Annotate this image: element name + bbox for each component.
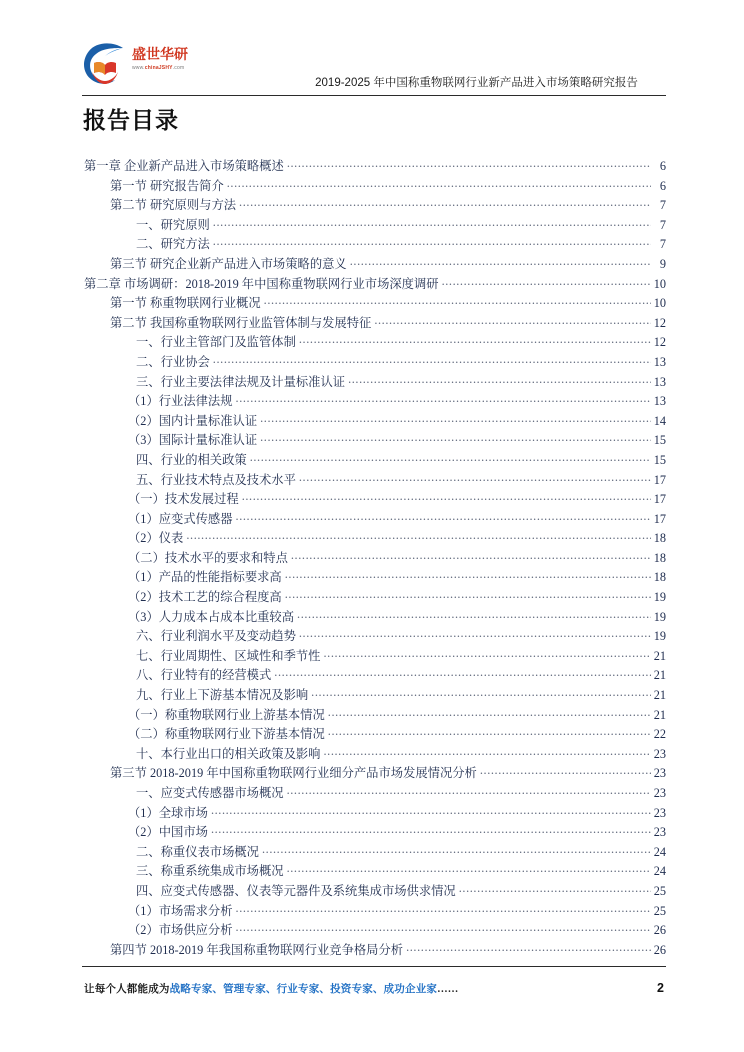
footer-slogan-prefix: 让每个人都能成为 [84, 983, 170, 995]
toc-entry-page-number: 19 [653, 609, 666, 624]
page-number: 2 [657, 981, 664, 995]
toc-leader-dots [323, 746, 651, 758]
toc-entry-label: 一、应变式传感器市场概况 [136, 786, 284, 800]
toc-entry-label: （1）产品的性能指标要求高 [128, 570, 282, 585]
toc-entry-label: 第二节 我国称重物联网行业监管体制与发展特征 [110, 315, 372, 330]
toc-entry-page-number: 13 [653, 374, 666, 389]
toc-leader-dots [287, 158, 651, 170]
toc-entry[interactable] [84, 901, 666, 921]
toc-entry[interactable] [84, 665, 666, 685]
toc-entry[interactable] [84, 920, 666, 940]
toc-entry-label: （2）中国市场 [128, 825, 208, 840]
logo-text-block [132, 48, 202, 71]
company-logo [82, 40, 200, 88]
toc-entry-page-number: 26 [653, 942, 666, 957]
toc-entry-label: （2）技术工艺的综合程度高 [128, 590, 282, 605]
footer-slogan [84, 981, 459, 996]
toc-entry-page-number: 13 [653, 354, 666, 369]
toc-leader-dots [264, 295, 651, 307]
toc-entry-label: 八、行业特有的经营模式 [136, 668, 272, 683]
toc-leader-dots [350, 256, 651, 268]
toc-entry[interactable] [84, 332, 666, 352]
toc-entry-page-number: 23 [653, 786, 666, 800]
toc-leader-dots [274, 667, 651, 679]
toc-entry-label: 第一节 称重物联网行业概况 [110, 296, 261, 311]
toc-leader-dots [213, 217, 651, 229]
toc-entry[interactable] [84, 215, 666, 235]
toc-entry-label: 二、称重仪表市场概况 [136, 844, 259, 859]
toc-entry[interactable] [84, 803, 666, 823]
toc-entry-page-number: 12 [653, 335, 666, 350]
toc-entry[interactable] [84, 176, 666, 196]
toc-entry-page-number: 21 [653, 707, 666, 722]
table-of-contents [84, 156, 666, 959]
toc-entry[interactable] [84, 352, 666, 372]
toc-leader-dots [299, 472, 651, 484]
toc-leader-dots [227, 178, 651, 190]
toc-leader-dots [311, 687, 651, 699]
toc-entry[interactable] [84, 195, 666, 215]
toc-entry-label: 四、行业的相关政策 [136, 452, 247, 467]
toc-entry-page-number: 10 [653, 276, 666, 291]
toc-entry-page-number: 23 [653, 805, 666, 820]
toc-leader-dots [211, 805, 651, 817]
header-divider [82, 95, 666, 96]
toc-entry-page-number: 13 [653, 394, 666, 409]
toc-entry-page-number: 12 [653, 315, 666, 330]
swoosh-book-logo-icon [82, 42, 128, 86]
toc-entry-page-number: 9 [659, 256, 666, 271]
toc-entry-page-number: 18 [653, 570, 666, 585]
toc-entry-label: 第一章 企业新产品进入市场策略概述 [84, 159, 284, 173]
toc-entry[interactable] [84, 646, 666, 666]
toc-entry-page-number: 7 [659, 217, 666, 232]
toc-entry-page-number: 7 [659, 237, 666, 252]
toc-entry[interactable] [84, 763, 666, 783]
toc-leader-dots [242, 491, 651, 503]
toc-entry-label: 第二章 市场调研：2018-2019 年中国称重物联网行业市场深度调研 [84, 276, 439, 291]
toc-entry-label: 第四节 2018-2019 年我国称重物联网行业竞争格局分析 [110, 942, 404, 957]
toc-leader-dots [236, 903, 651, 915]
toc-entry-label: 第一节 研究报告简介 [110, 178, 224, 193]
toc-entry-label: （2）市场供应分析 [128, 923, 233, 938]
toc-entry-page-number: 24 [653, 844, 666, 859]
toc-entry-page-number: 22 [653, 727, 666, 742]
toc-entry[interactable] [84, 391, 666, 411]
toc-leader-dots [213, 236, 651, 248]
toc-leader-dots [323, 648, 651, 660]
toc-entry-page-number: 26 [653, 923, 666, 938]
toc-entry-page-number: 18 [653, 531, 666, 546]
toc-entry[interactable] [84, 293, 666, 313]
toc-entry-label: 五、行业技术特点及技术水平 [136, 472, 296, 487]
toc-entry[interactable] [84, 313, 666, 333]
toc-entry[interactable] [84, 528, 666, 548]
toc-entry[interactable] [84, 489, 666, 509]
toc-entry[interactable] [84, 274, 666, 294]
toc-entry-page-number: 15 [653, 452, 666, 467]
toc-entry-label: 九、行业上下游基本情况及影响 [136, 688, 309, 703]
toc-entry[interactable] [84, 724, 666, 744]
page-header [82, 38, 666, 90]
toc-entry[interactable] [84, 744, 666, 764]
toc-entry-page-number: 21 [653, 648, 666, 663]
toc-entry[interactable] [84, 685, 666, 705]
toc-leader-dots [211, 824, 651, 836]
toc-entry[interactable] [84, 450, 666, 470]
toc-entry-page-number: 21 [653, 668, 666, 683]
toc-leader-dots [236, 511, 651, 523]
toc-entry-label: （1）行业法律法规 [128, 394, 233, 409]
logo-company-name: 盛世华研 [132, 48, 188, 63]
footer-slogan-highlight: 战略专家、管理专家、行业专家、投资专家、成功企业家 [169, 983, 438, 995]
toc-entry[interactable] [84, 470, 666, 490]
toc-entry-label: （3）国际计量标准认证 [128, 433, 258, 448]
toc-leader-dots [213, 354, 651, 366]
toc-entry[interactable] [84, 587, 666, 607]
toc-entry-label: （2）国内计量标准认证 [128, 413, 258, 428]
toc-entry-label: 一、行业主管部门及监管体制 [136, 335, 296, 350]
toc-entry-page-number: 17 [653, 472, 666, 487]
toc-leader-dots [459, 883, 651, 895]
toc-leader-dots [297, 609, 651, 621]
toc-entry-label: （二）称重物联网行业下游基本情况 [128, 727, 325, 742]
toc-leader-dots [236, 393, 651, 405]
toc-entry-label: （一）称重物联网行业上游基本情况 [128, 707, 325, 722]
report-header-title: 2019-2025 年中国称重物联网行业新产品进入市场策略研究报告 [315, 77, 638, 89]
toc-entry-page-number: 17 [653, 492, 666, 507]
toc-entry[interactable] [84, 822, 666, 842]
toc-leader-dots [260, 432, 651, 444]
toc-entry[interactable] [84, 411, 666, 431]
toc-entry[interactable] [84, 254, 666, 274]
toc-entry-label: 十、本行业出口的相关政策及影响 [136, 746, 321, 761]
toc-entry[interactable] [84, 861, 666, 881]
toc-entry-page-number: 19 [653, 629, 666, 644]
toc-entry[interactable] [84, 783, 666, 803]
toc-entry[interactable] [84, 234, 666, 254]
toc-entry-page-number: 15 [653, 433, 666, 448]
toc-leader-dots [262, 844, 651, 856]
footer-divider [82, 966, 666, 967]
toc-leader-dots [186, 530, 651, 542]
toc-entry-label: 四、应变式传感器、仪表等元器件及系统集成市场供求情况 [136, 883, 456, 898]
toc-entry-label: 第三节 研究企业新产品进入市场策略的意义 [110, 256, 347, 271]
toc-entry-label: 二、行业协会 [136, 354, 210, 369]
toc-leader-dots [406, 942, 651, 954]
toc-entry-label: （2）仪表 [128, 531, 184, 546]
toc-leader-dots [239, 197, 651, 209]
toc-entry-page-number: 6 [659, 159, 666, 173]
toc-entry[interactable] [84, 607, 666, 627]
toc-entry[interactable] [84, 842, 666, 862]
toc-leader-dots [285, 589, 651, 601]
toc-entry[interactable] [84, 567, 666, 587]
toc-entry[interactable] [84, 705, 666, 725]
toc-entry[interactable] [84, 509, 666, 529]
toc-entry-page-number: 14 [653, 413, 666, 428]
toc-entry-page-number: 18 [653, 550, 666, 565]
toc-entry-label: （1）全球市场 [128, 805, 208, 820]
toc-entry-page-number: 25 [653, 883, 666, 898]
toc-entry-page-number: 23 [653, 746, 666, 761]
toc-leader-dots [299, 628, 651, 640]
toc-entry-label: 二、研究方法 [136, 237, 210, 252]
logo-website-url: www.chinaJSHY.com [132, 65, 185, 71]
toc-entry-page-number: 23 [653, 825, 666, 840]
toc-entry-page-number: 6 [659, 178, 666, 193]
toc-leader-dots [480, 765, 651, 777]
toc-entry-page-number: 17 [653, 511, 666, 526]
toc-leader-dots [328, 707, 651, 719]
toc-leader-dots [374, 315, 651, 327]
toc-leader-dots [236, 922, 651, 934]
toc-entry-label: 一、研究原则 [136, 217, 210, 232]
toc-entry[interactable] [84, 548, 666, 568]
toc-entry-label: 七、行业周期性、区域性和季节性 [136, 648, 321, 663]
page-footer [84, 978, 666, 998]
toc-entry[interactable] [84, 372, 666, 392]
toc-leader-dots [285, 569, 651, 581]
toc-entry-label: 六、行业利润水平及变动趋势 [136, 629, 296, 644]
toc-leader-dots [328, 726, 651, 738]
toc-entry-page-number: 24 [653, 864, 666, 879]
toc-entry-page-number: 7 [659, 198, 666, 213]
toc-entry-page-number: 21 [653, 688, 666, 703]
toc-entry[interactable] [84, 881, 666, 901]
footer-slogan-suffix: …… [437, 983, 459, 995]
toc-entry-page-number: 23 [653, 766, 666, 781]
toc-entry-label: 三、称重系统集成市场概况 [136, 864, 284, 879]
toc-entry-label: （1）应变式传感器 [128, 511, 233, 526]
toc-entry-page-number: 25 [653, 903, 666, 918]
toc-leader-dots [348, 374, 651, 386]
toc-entry-label: 第二节 研究原则与方法 [110, 198, 237, 213]
toc-leader-dots [250, 452, 651, 464]
toc-entry-page-number: 10 [653, 296, 666, 311]
toc-entry[interactable] [84, 626, 666, 646]
toc-entry-label: 三、行业主要法律法规及计量标准认证 [136, 374, 346, 389]
toc-entry[interactable] [84, 940, 666, 960]
toc-leader-dots [260, 413, 651, 425]
toc-entry-label: （3）人力成本占成本比重较高 [128, 609, 295, 624]
toc-entry-label: （一）技术发展过程 [128, 492, 239, 507]
toc-leader-dots [442, 276, 651, 288]
toc-leader-dots [291, 550, 651, 562]
toc-leader-dots [299, 334, 651, 346]
toc-entry-page-number: 19 [653, 590, 666, 605]
toc-leader-dots [287, 863, 651, 875]
toc-leader-dots [287, 785, 651, 797]
page-title: 报告目录 [83, 107, 179, 133]
toc-entry-label: （1）市场需求分析 [128, 903, 233, 918]
toc-entry[interactable] [84, 156, 666, 176]
toc-entry-label: （二）技术水平的要求和特点 [128, 550, 288, 565]
toc-entry[interactable] [84, 430, 666, 450]
toc-entry-label: 第三节 2018-2019 年中国称重物联网行业细分产品市场发展情况分析 [110, 766, 477, 781]
